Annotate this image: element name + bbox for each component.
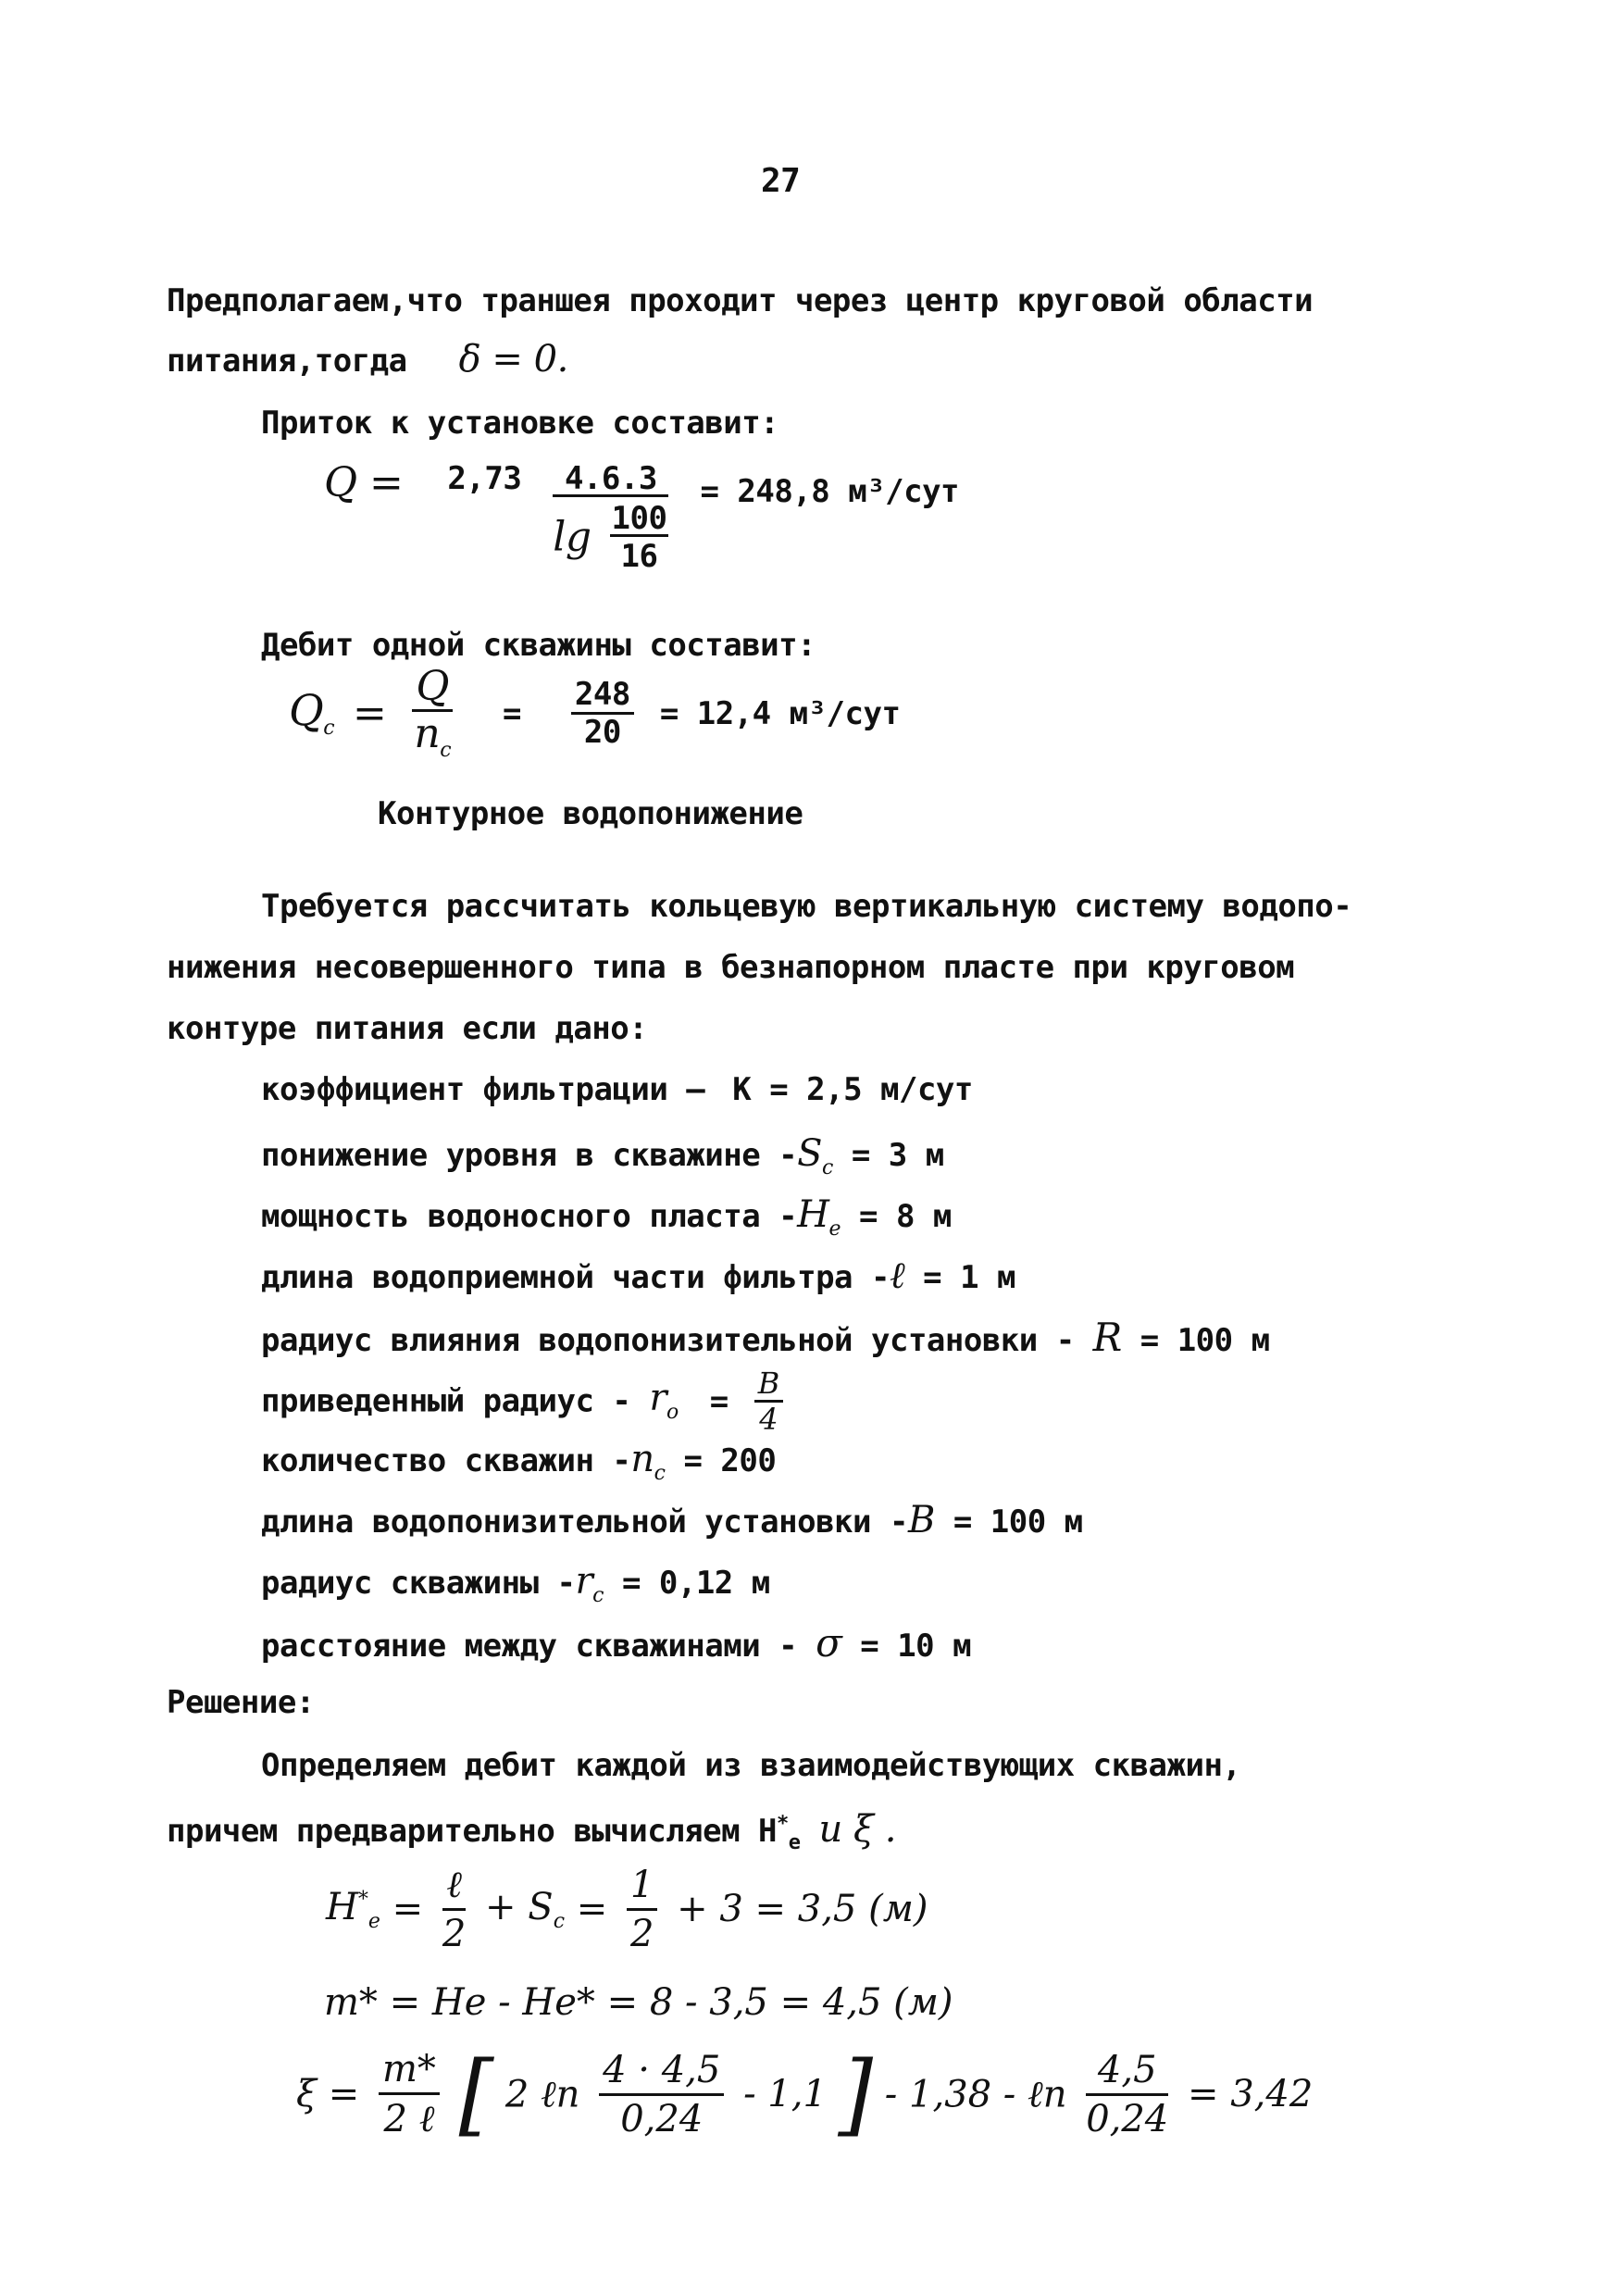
reduced-radius-frac: $\frac{B}{4}$ — [754, 1368, 783, 1434]
given-item: длина водопонизительной установки -B = 100 м — [261, 1499, 1083, 1541]
wd-lhs: $Q_c$ — [289, 684, 335, 740]
given-item: понижение уровня в скважине $-S_c = 3$ м — [261, 1132, 944, 1179]
inflow-num: 4.6.3 — [553, 463, 668, 497]
intro-line-1: Предполагаем,что траншея проходит через центр круговой области — [167, 282, 1314, 319]
well-discharge-formula — [289, 663, 901, 762]
inflow-formula — [324, 459, 960, 575]
wd-frac-num: $\frac{248}{20}$ — [571, 679, 634, 748]
wd-eq2: = — [502, 694, 521, 732]
well-discharge-heading: Дебит одной скважины составит: — [261, 627, 816, 664]
equation-m: m* = He - He* = 8 - 3,5 = 4,5 (м) — [324, 1981, 953, 2024]
given-item: расстояние между скважинами - σ = 10 м — [261, 1620, 972, 1666]
given-item: приведенный радиус - $r_o$ = $\frac{B}{4}$ — [261, 1368, 791, 1434]
given-item: радиус влияния водопонизительной установки - R = 100 м — [261, 1315, 1270, 1360]
solution-line-1: Определяем дебит каждой из взаимодействующих скважин, — [261, 1747, 1241, 1784]
wd-frac-q: $\frac{Q}{n_c}$ — [414, 663, 452, 762]
section-title: Контурное водопонижение — [378, 795, 803, 832]
equation-he: $H^*_e$ = $\frac{\text{ℓ}}{2}$ + $S_c$ = $\frac{1}{2}$ + 3 = 3,5 (м) — [326, 1863, 928, 1955]
inflow-den-num: 100 — [611, 500, 667, 537]
inflow-den-den: 16 — [620, 538, 658, 575]
intro-line-2-formula: δ = 0. — [458, 338, 568, 381]
solution-heading: Решение: — [167, 1684, 315, 1721]
given-item: длина водоприемной части фильтра -ℓ = 1 м — [261, 1254, 1015, 1297]
intro-line-2-text: питания,тогда — [167, 343, 407, 380]
task-line-1: Требуется рассчитать кольцевую вертикальную систему водопо- — [261, 888, 1352, 925]
page-number: 27 — [761, 162, 801, 200]
task-line-3: контуре питания если дано: — [167, 1010, 648, 1047]
inflow-heading: Приток к установке составит: — [261, 405, 779, 442]
inflow-lg: lg — [553, 513, 592, 561]
given-item: мощность водоносного пласта $-H_e = 8$ м — [261, 1193, 952, 1241]
equation-xi: ξ = $\frac{m*}{\text{2 ℓ}}$ [ 2 ℓn $\frac{4 \cdot 4,5}{0,24}$ - 1,1 ] - 1,38 - ℓn $\frac{4,5}{0,24}$ = 3,42 — [296, 2042, 1314, 2146]
wd-result: = 12,4 м³/сут — [659, 694, 901, 732]
given-item: количество скважин $-n_c = 200$ — [261, 1438, 777, 1485]
task-line-2: нижения несовершенного типа в безнапорном пласте при круговом — [167, 949, 1295, 986]
intro-line-2 — [167, 338, 568, 381]
wd-eq: = — [353, 689, 387, 737]
inflow-result: = 248,8 м³/сут — [700, 473, 960, 510]
solution-line-2: причем предварительно вычисляем $H^*_e$ и ξ . — [167, 1808, 896, 1854]
inflow-lhs: Q = — [324, 459, 404, 506]
given-item: коэффициент фильтрации — К = 2,5 м/сут — [261, 1071, 973, 1108]
inflow-coef: 2,73 — [447, 460, 522, 497]
given-item: радиус скважины $-r_c = 0,12$ м — [261, 1560, 770, 1607]
